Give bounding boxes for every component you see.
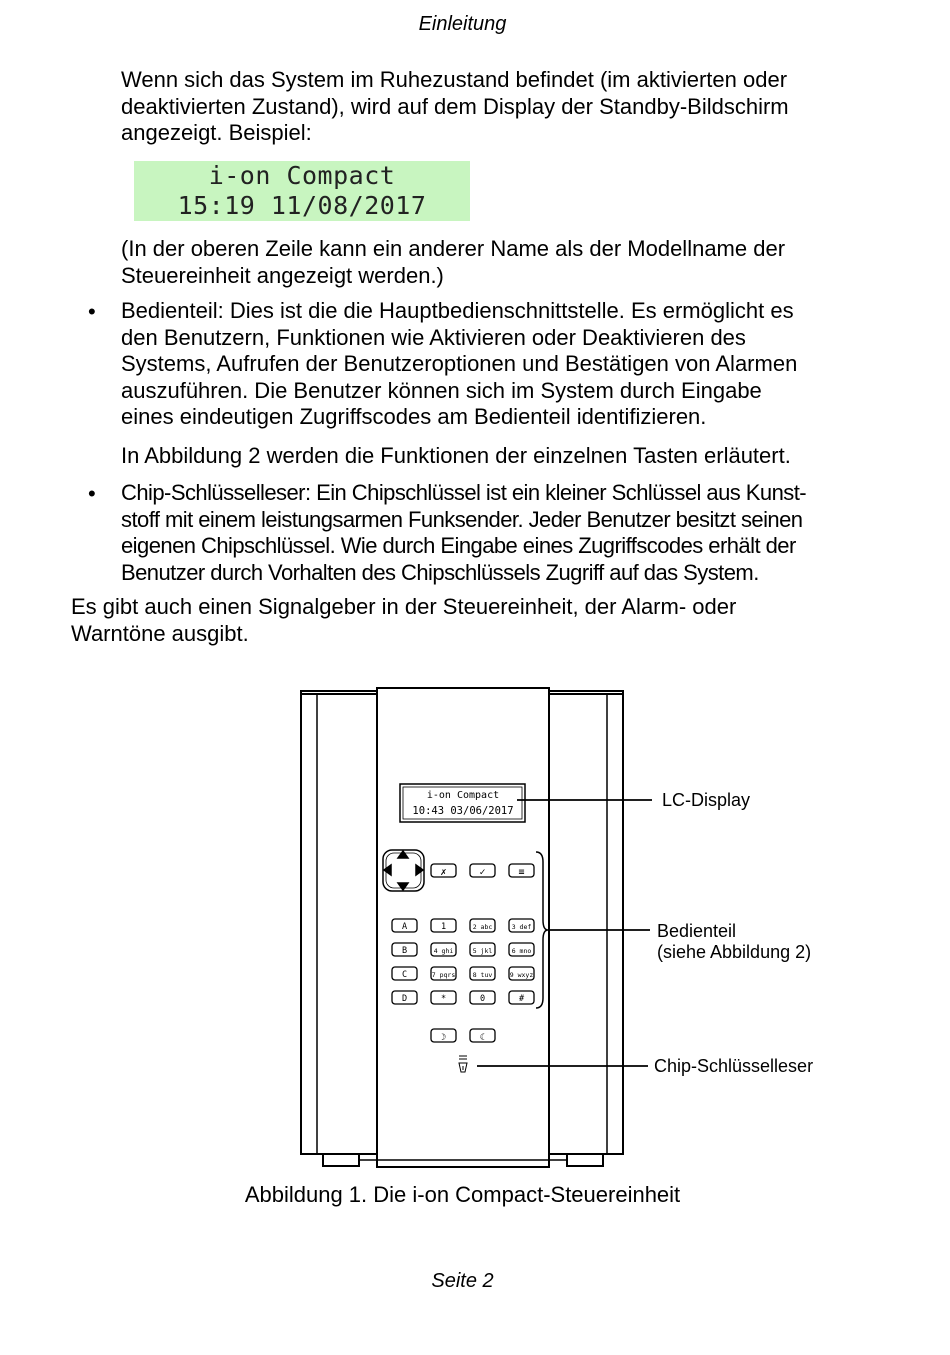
keypad-label-line-1: Bedienteil [657, 921, 737, 941]
page-footer: Seite 2 [431, 1270, 494, 1292]
signal-line: Warntöne ausgibt. [71, 620, 249, 646]
keypad-key-label: 2 abc [472, 923, 493, 931]
bullet-keypad-paragraph [121, 298, 851, 431]
confirm-key-icon: ✓ [479, 867, 486, 878]
figure-caption: Abbildung 1. Die i-on Compact-Steuereinheit [244, 1182, 681, 1207]
device-figure [0, 680, 950, 1180]
keypad-key-label: 0 [479, 994, 486, 1004]
bullet-line: Benutzer durch Vorhalten des Chipschlüssels Zugriff auf das System. [121, 559, 759, 585]
keypad-key-label: B [401, 946, 408, 956]
keypad-key-label: 7 pqrs [431, 971, 456, 979]
keypad-key-label: C [401, 970, 408, 980]
device-lcd-line-1: i-on Compact [426, 790, 500, 801]
bullet-marker: • [88, 481, 96, 506]
keypad-key-label: 5 jkl [472, 947, 493, 955]
part-set-icon: ☽ [440, 1033, 447, 1043]
keypad-key-label: D [401, 994, 408, 1004]
keypad-key-label: 9 wxyz [509, 971, 534, 979]
bullet-line: auszuführen. Die Benutzer können sich im System durch Eingabe [121, 377, 762, 403]
keypad-key-label: * [440, 994, 447, 1004]
bullet-line: Systems, Aufrufen der Benutzeroptionen und Bestätigen von Alarmen [121, 351, 798, 376]
bullet-line: Bedienteil: Dies ist die die Hauptbedienschnittstelle. Es ermöglicht es [121, 298, 794, 323]
keypad-followup-paragraph: In Abbildung 2 werden die Funktionen der einzelnen Tasten erläutert. [121, 443, 791, 468]
intro-line: angezeigt. Beispiel: [121, 120, 312, 145]
night-set-icon: ☾ [479, 1033, 486, 1043]
bullet-line: eines eindeutigen Zugriffscodes am Bedienteil identifizieren. [121, 404, 707, 429]
note-line: (In der oberen Zeile kann ein anderer Name als der Modellname der [121, 236, 786, 261]
keypad-key-label: 8 tuv [472, 971, 493, 979]
lc-display-label: LC-Display [662, 790, 751, 810]
bullet-line: den Benutzern, Funktionen wie Aktivieren oder Deaktivieren des [121, 324, 746, 350]
keypad-key-label: # [518, 994, 525, 1004]
bullet-marker: • [88, 299, 96, 324]
keypad-key-label: 6 mno [511, 947, 532, 955]
keypad-label-line-2: (siehe Abbildung 2) [657, 942, 812, 962]
bullet-line: Chip-Schlüsselleser: Ein Chipschlüssel ist ein kleiner Schlüssel aus Kunst- [121, 480, 807, 505]
keypad-key-label: 1 [440, 922, 447, 932]
lcd-line-2: 15:19 11/08/2017 [177, 191, 427, 220]
keypad-key-label: 4 ghi [433, 947, 454, 955]
intro-line: deaktivierten Zustand), wird auf dem Display der Standby-Bildschirm [121, 93, 789, 119]
note-line: Steuereinheit angezeigt werden.) [121, 262, 444, 288]
signal-line: Es gibt auch einen Signalgeber in der Steuereinheit, der Alarm- oder [71, 594, 737, 619]
keypad-label [657, 921, 811, 963]
bullet-line: eigenen Chipschlüssel. Wie durch Eingabe eines Zugriffscodes erhält der [121, 533, 796, 558]
intro-line: Wenn sich das System im Ruhezustand befindet (im aktivierten oder [121, 67, 788, 92]
cancel-key-icon: ✗ [440, 867, 447, 878]
keypad-key-label: A [401, 922, 408, 932]
signal-paragraph [71, 594, 851, 647]
lcd-example-display [134, 161, 470, 221]
note-paragraph [121, 236, 851, 289]
page-header: Einleitung [418, 13, 507, 35]
bullet-line: stoff mit einem leistungsarmen Funksender. Jeder Benutzer besitzt seinen [121, 506, 803, 532]
menu-key-icon: ≡ [518, 867, 525, 878]
device-lcd-line-2: 10:43 03/06/2017 [412, 805, 514, 817]
bullet-chip-paragraph [121, 480, 851, 586]
chip-reader-label: Chip-Schlüsselleser [654, 1056, 814, 1076]
keypad-key-label: 3 def [511, 923, 532, 931]
lcd-line-1: i-on Compact [208, 161, 396, 190]
intro-paragraph [121, 67, 851, 147]
